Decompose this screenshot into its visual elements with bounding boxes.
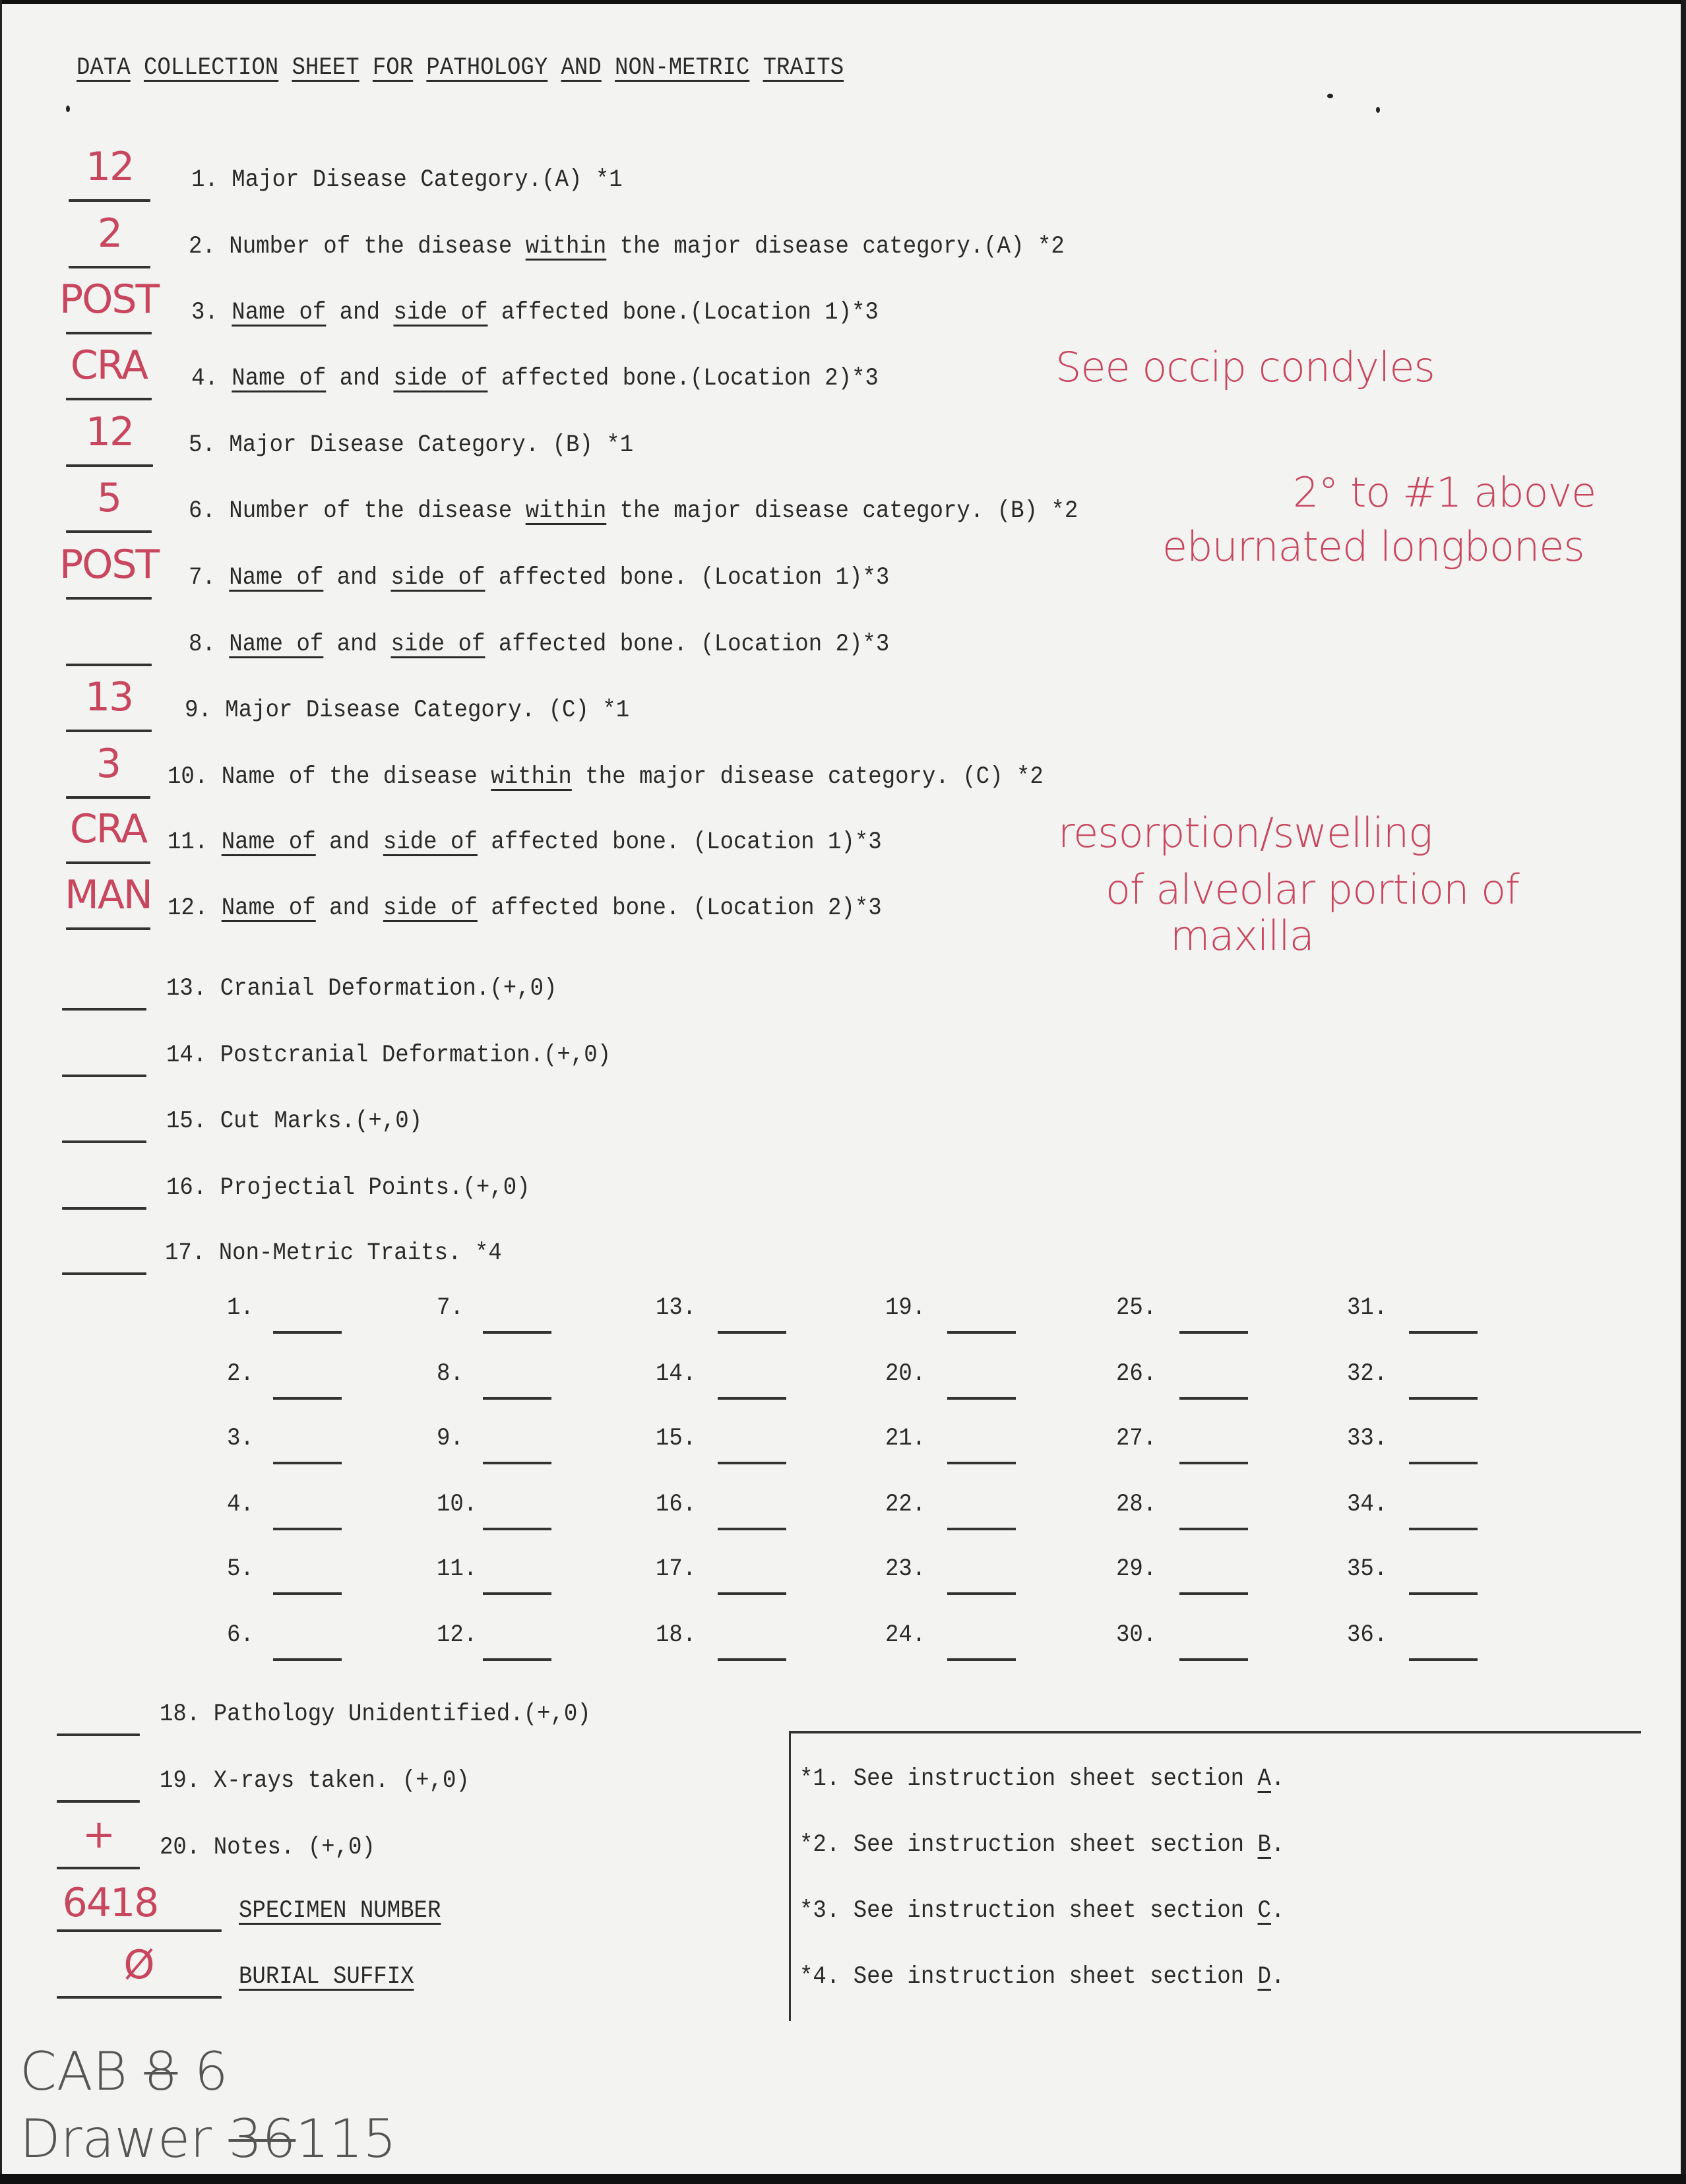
footnote-3 (799, 1897, 1284, 1925)
title-word: NON-METRIC (615, 54, 750, 82)
trait-number: 29. (1116, 1555, 1157, 1583)
emphasized-text: Name of (229, 564, 324, 592)
trait-number: 7. (437, 1294, 464, 1322)
form-item-10 (0, 741, 1686, 812)
item-number: 1. (191, 166, 218, 194)
trait-blank[interactable] (947, 1528, 1016, 1530)
note-item-6-line-1: 2° to #1 above (1293, 468, 1596, 516)
title-word: AND (561, 54, 602, 82)
trait-number: 14. (656, 1360, 697, 1388)
note-item-6-line-2: eburnated longbones (1162, 522, 1584, 571)
trait-blank[interactable] (1179, 1331, 1248, 1334)
label-text: and (326, 365, 394, 392)
label-text: Cut Marks.(+,0) (220, 1108, 423, 1135)
footnote-period: . (1270, 1831, 1285, 1859)
drawer-label-text (20, 2108, 396, 2169)
trait-number: 21. (885, 1425, 926, 1452)
footnote-section: C (1257, 1897, 1271, 1925)
trait-blank[interactable] (483, 1658, 551, 1661)
trait-number: 32. (1347, 1360, 1388, 1388)
answer-blank[interactable] (66, 730, 152, 732)
label-text: X-rays taken. (+,0) (213, 1767, 470, 1795)
note-item-11-line-2: of alveolar portion of (1106, 865, 1519, 914)
trait-number: 9. (437, 1425, 464, 1452)
note-item-11-line-3: maxilla (1170, 912, 1314, 960)
footnote-section: D (1257, 1963, 1271, 1991)
trait-blank[interactable] (483, 1462, 551, 1464)
trait-blank[interactable] (273, 1658, 342, 1661)
answer-value: POST (59, 276, 159, 323)
form-item-14 (0, 1031, 1686, 1090)
item-number: 20. (160, 1834, 201, 1861)
answer-blank[interactable] (66, 796, 150, 799)
trait-number: 10. (437, 1491, 478, 1518)
burial-suffix-blank (57, 1996, 222, 1999)
form-item-8 (0, 620, 1686, 679)
label-text: and (315, 894, 383, 922)
form-item-17 (0, 1229, 1686, 1288)
form-item-15 (0, 1097, 1686, 1156)
trait-blank[interactable] (1409, 1528, 1478, 1530)
footnote-4 (799, 1963, 1284, 1991)
trait-number: 28. (1116, 1491, 1157, 1518)
title-word: FOR (372, 54, 414, 82)
trait-blank[interactable] (1179, 1528, 1248, 1530)
footnote-box-left-rule (789, 1731, 791, 2021)
trait-number: 19. (885, 1294, 926, 1322)
page-title (77, 54, 857, 82)
footnote-text: *1. See instruction sheet section (799, 1765, 1258, 1793)
footnote-2 (799, 1831, 1284, 1859)
footnote-text: *2. See instruction sheet section (799, 1831, 1258, 1859)
form-item-1 (0, 144, 1686, 215)
footnote-period: . (1270, 1765, 1285, 1793)
trait-number: 22. (885, 1491, 926, 1518)
trait-blank[interactable] (718, 1592, 786, 1595)
item-number: 3. (191, 299, 218, 327)
cab-old-number: 8 (144, 2041, 178, 2102)
label-text: and (315, 828, 383, 856)
item-label (166, 1108, 422, 1135)
answer-value: 12 (85, 144, 134, 190)
form-item-2 (0, 210, 1686, 282)
burial-suffix-label: BURIAL SUFFIX (239, 1963, 414, 1991)
trait-number: 15. (656, 1425, 697, 1452)
answer-blank[interactable] (66, 597, 152, 600)
specimen-number-blank (57, 1929, 222, 1932)
emphasized-text: side of (390, 631, 485, 658)
title-word: SHEET (292, 54, 359, 82)
trait-number: 26. (1116, 1360, 1157, 1388)
trait-blank[interactable] (947, 1331, 1016, 1334)
label-text: affected bone. (Location 1)*3 (477, 828, 882, 856)
title-word: DATA (77, 54, 131, 82)
trait-blank[interactable] (483, 1331, 551, 1334)
trait-number: 36. (1347, 1621, 1388, 1649)
item-label (160, 1700, 591, 1728)
item-label (160, 1767, 470, 1795)
trait-blank[interactable] (483, 1397, 551, 1400)
label-text: and (323, 631, 391, 658)
item-number: 8. (189, 631, 216, 658)
item-label (160, 1834, 375, 1861)
trait-blank[interactable] (1409, 1397, 1478, 1400)
item-label (191, 166, 623, 194)
answer-value: 13 (84, 674, 133, 720)
emphasized-text: Name of (221, 894, 316, 922)
trait-number: 30. (1116, 1621, 1157, 1649)
trait-number: 20. (885, 1360, 926, 1388)
label-text: Cranial Deformation.(+,0) (220, 975, 557, 1003)
label-text: Major Disease Category. (C) *1 (225, 697, 630, 724)
answer-blank[interactable] (57, 1800, 140, 1803)
answer-blank[interactable] (66, 398, 152, 400)
answer-value: 12 (85, 409, 134, 455)
form-item-3 (0, 276, 1686, 348)
label-text: affected bone.(Location 1)*3 (487, 299, 879, 327)
footnote-1 (799, 1765, 1284, 1793)
label-text: Postcranial Deformation.(+,0) (220, 1042, 611, 1069)
trait-blank[interactable] (718, 1331, 786, 1334)
answer-value: CRA (70, 342, 148, 389)
answer-blank[interactable] (62, 1207, 146, 1210)
trait-blank[interactable] (1409, 1331, 1478, 1334)
trait-number: 35. (1347, 1555, 1388, 1583)
trait-number: 8. (437, 1360, 464, 1388)
trait-number: 13. (656, 1294, 697, 1322)
trait-number: 18. (656, 1621, 697, 1649)
trait-number: 2. (227, 1360, 254, 1388)
answer-value: 5 (96, 475, 121, 521)
drawer-new-number: 115 (296, 2108, 396, 2169)
item-number: 7. (189, 564, 216, 592)
answer-blank[interactable] (62, 1140, 146, 1143)
item-label (168, 828, 882, 856)
trait-number: 23. (885, 1555, 926, 1583)
answer-value: CRA (69, 806, 147, 852)
trait-blank[interactable] (483, 1528, 551, 1530)
note-item-4: See occip condyles (1055, 343, 1435, 391)
emphasized-text: Name of (232, 299, 327, 327)
item-number: 10. (168, 763, 208, 791)
label-text: Name of the disease (221, 763, 491, 791)
label-text: Non-Metric Traits. *4 (218, 1239, 502, 1267)
emphasized-text: side of (390, 564, 485, 592)
footnote-period: . (1270, 1897, 1285, 1925)
item-number: 14. (166, 1042, 207, 1069)
answer-blank[interactable] (69, 266, 150, 268)
answer-value: MAN (65, 872, 152, 918)
trait-blank[interactable] (1179, 1462, 1248, 1464)
scan-border-bottom (0, 2174, 1686, 2184)
trait-number: 1. (227, 1294, 254, 1322)
title-word: COLLECTION (143, 54, 279, 82)
item-number: 6. (189, 497, 216, 525)
label-text: and (323, 564, 391, 592)
ink-speck (1327, 94, 1333, 98)
footnote-text: *3. See instruction sheet section (799, 1897, 1258, 1925)
item-number: 11. (168, 828, 208, 856)
trait-blank[interactable] (718, 1462, 786, 1464)
item-number: 5. (189, 431, 216, 459)
answer-blank[interactable] (66, 927, 150, 930)
ink-speck (66, 106, 70, 112)
answer-blank[interactable] (62, 1008, 146, 1011)
label-text: and (326, 299, 394, 327)
emphasized-text: side of (393, 299, 488, 327)
trait-blank[interactable] (947, 1462, 1016, 1464)
ink-speck (1376, 107, 1380, 113)
trait-number: 25. (1116, 1294, 1157, 1322)
emphasized-text: within (491, 763, 572, 791)
label-text: Notes. (+,0) (213, 1834, 375, 1861)
label-text: the major disease category. (C) *2 (571, 763, 1044, 791)
emphasized-text: Name of (221, 828, 316, 856)
drawer-label: Drawer (20, 2108, 212, 2169)
answer-blank[interactable] (57, 1867, 140, 1869)
answer-blank[interactable] (66, 664, 152, 666)
trait-blank[interactable] (718, 1528, 786, 1530)
form-item-13 (0, 964, 1686, 1024)
answer-blank[interactable] (62, 1075, 146, 1077)
trait-number: 6. (227, 1621, 254, 1649)
answer-value: + (82, 1811, 115, 1857)
item-label (168, 894, 882, 922)
form-item-18 (0, 1690, 1686, 1749)
label-text: Number of the disease (229, 497, 526, 525)
answer-value: 2 (97, 210, 122, 257)
trait-number: 27. (1116, 1425, 1157, 1452)
emphasized-text: side of (383, 894, 478, 922)
trait-blank[interactable] (947, 1658, 1016, 1661)
answer-blank[interactable] (66, 332, 152, 334)
trait-blank[interactable] (273, 1397, 342, 1400)
answer-blank[interactable] (66, 861, 150, 864)
item-label (168, 763, 1044, 791)
item-label (166, 975, 557, 1003)
trait-blank[interactable] (718, 1658, 786, 1661)
item-number: 9. (185, 697, 212, 724)
form-item-16 (0, 1164, 1686, 1223)
trait-blank[interactable] (1179, 1658, 1248, 1661)
cab-label: CAB (20, 2041, 127, 2102)
answer-value: POST (59, 542, 159, 588)
form-item-9 (0, 674, 1686, 745)
trait-blank[interactable] (1409, 1658, 1478, 1661)
label-text: affected bone. (Location 1)*3 (485, 564, 890, 592)
item-number: 13. (166, 975, 207, 1003)
item-label (189, 497, 1078, 525)
item-label (189, 564, 889, 592)
trait-number: 12. (437, 1621, 478, 1649)
item-label (165, 1239, 502, 1267)
answer-blank[interactable] (57, 1733, 140, 1736)
item-number: 4. (191, 365, 218, 392)
emphasized-text: Name of (232, 365, 327, 392)
item-label (189, 233, 1065, 261)
item-number: 15. (166, 1108, 207, 1135)
trait-blank[interactable] (273, 1592, 342, 1595)
trait-blank[interactable] (483, 1592, 551, 1595)
trait-blank[interactable] (273, 1331, 342, 1334)
item-number: 16. (166, 1174, 207, 1202)
item-label (189, 431, 633, 459)
trait-number: 5. (227, 1555, 254, 1583)
item-number: 18. (160, 1700, 201, 1728)
trait-number: 3. (227, 1425, 254, 1452)
answer-blank[interactable] (69, 199, 150, 202)
trait-blank[interactable] (947, 1397, 1016, 1400)
label-text: Projectial Points.(+,0) (220, 1174, 530, 1202)
item-label (189, 631, 889, 658)
trait-number: 34. (1347, 1491, 1388, 1518)
footnote-text: *4. See instruction sheet section (799, 1963, 1258, 1991)
trait-blank[interactable] (947, 1592, 1016, 1595)
specimen-number-value: 6418 (62, 1880, 158, 1926)
burial-suffix-value: Ø (123, 1942, 154, 1988)
footnote-box-top-rule (789, 1731, 1641, 1733)
label-text: the major disease category. (B) *2 (606, 497, 1078, 525)
note-item-11-line-1: resorption/swelling (1058, 809, 1433, 857)
answer-blank[interactable] (66, 530, 152, 533)
item-label (191, 365, 879, 392)
footnote-period: . (1270, 1963, 1285, 1991)
cabinet-label-text (20, 2041, 228, 2102)
trait-blank[interactable] (1409, 1592, 1478, 1595)
trait-blank[interactable] (273, 1462, 342, 1464)
drawer-old-number: 36 (228, 2108, 296, 2169)
answer-value: 3 (96, 741, 121, 787)
label-text: Pathology Unidentified.(+,0) (213, 1700, 591, 1728)
emphasized-text: within (525, 233, 607, 261)
trait-number: 4. (227, 1491, 254, 1518)
trait-blank[interactable] (273, 1528, 342, 1530)
label-text: affected bone.(Location 2)*3 (487, 365, 879, 392)
trait-number: 24. (885, 1621, 926, 1649)
trait-number: 17. (656, 1555, 697, 1583)
item-label (191, 299, 879, 327)
item-label (166, 1174, 530, 1202)
trait-number: 16. (656, 1491, 697, 1518)
answer-blank[interactable] (62, 1272, 146, 1275)
answer-blank[interactable] (66, 464, 153, 467)
trait-number: 11. (437, 1555, 478, 1583)
title-word: TRAITS (763, 54, 844, 82)
item-label (185, 697, 629, 724)
label-text: Major Disease Category.(A) *1 (232, 166, 623, 194)
label-text: Number of the disease (229, 233, 526, 261)
cab-new-number: 6 (194, 2041, 228, 2102)
emphasized-text: side of (383, 828, 478, 856)
specimen-number-label: SPECIMEN NUMBER (239, 1897, 441, 1925)
item-number: 2. (189, 233, 216, 261)
footnote-section: A (1257, 1765, 1271, 1793)
item-number: 19. (160, 1767, 201, 1795)
scan-border-top (0, 0, 1686, 4)
label-text: affected bone. (Location 2)*3 (485, 631, 890, 658)
emphasized-text: Name of (229, 631, 324, 658)
trait-number: 31. (1347, 1294, 1388, 1322)
title-word: PATHOLOGY (426, 54, 548, 82)
trait-number: 33. (1347, 1425, 1388, 1452)
item-number: 12. (168, 894, 208, 922)
footnote-section: B (1257, 1831, 1271, 1859)
trait-blank[interactable] (1409, 1462, 1478, 1464)
trait-blank[interactable] (718, 1397, 786, 1400)
label-text: the major disease category.(A) *2 (606, 233, 1065, 261)
trait-blank[interactable] (1179, 1397, 1248, 1400)
item-number: 17. (165, 1239, 206, 1267)
item-label (166, 1042, 611, 1069)
emphasized-text: side of (393, 365, 488, 392)
emphasized-text: within (525, 497, 607, 525)
label-text: Major Disease Category. (B) *1 (229, 431, 634, 459)
label-text: affected bone. (Location 2)*3 (477, 894, 882, 922)
trait-blank[interactable] (1179, 1592, 1248, 1595)
